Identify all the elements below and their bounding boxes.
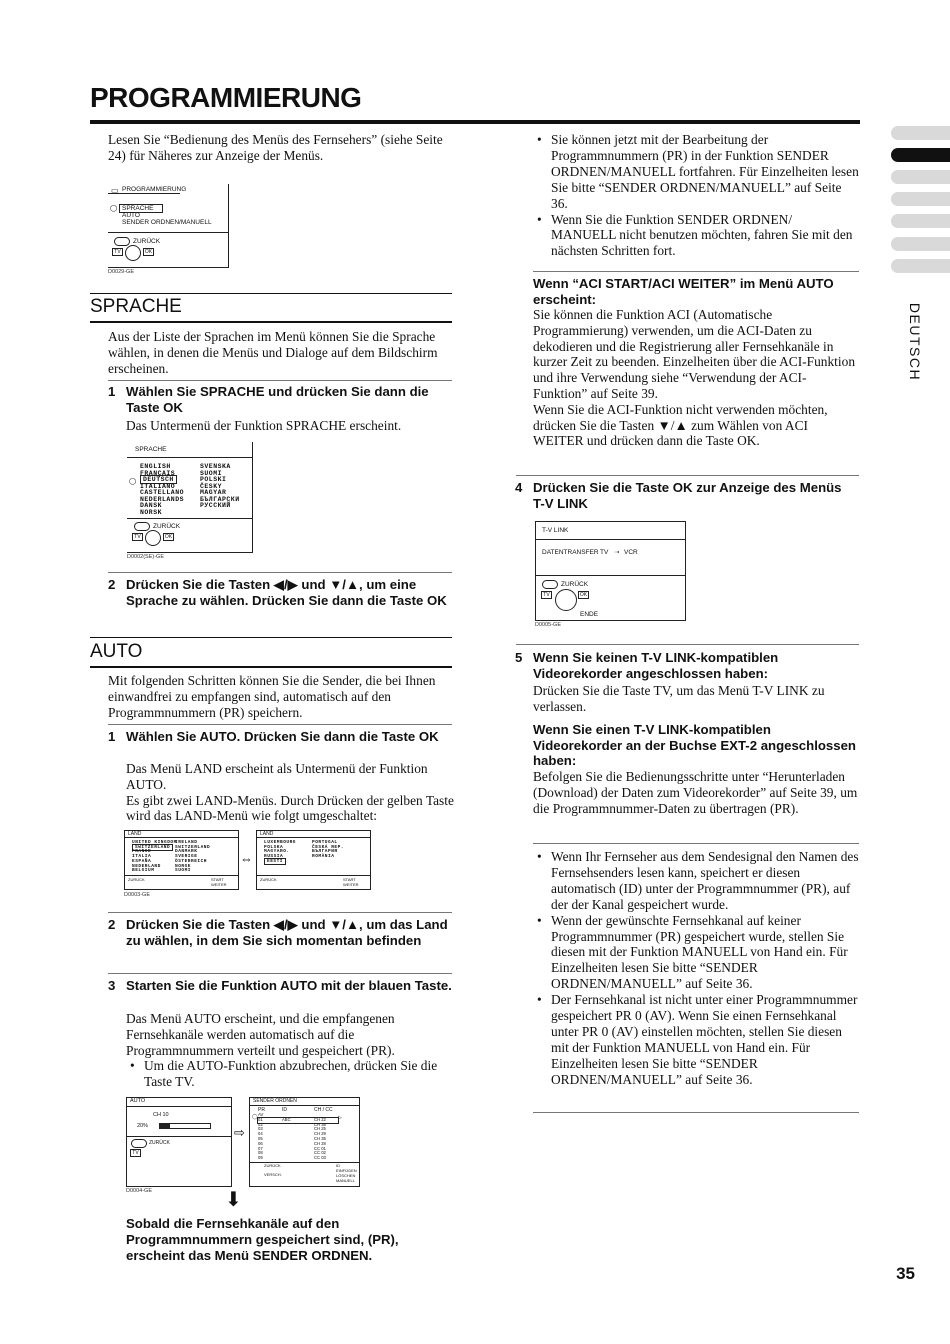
sprache-col2: SVENSKA SUOMI POLSKI ČESKY MAGYAR БЪЛГАРСКИ РУССКИЙ (200, 463, 240, 509)
progress-bar (159, 1123, 211, 1129)
sprache-step2-title: Drücken Sie die Tasten ◀/▶ und ▼/▲, um eine Sprache zu wählen. Drücken Sie dann die Taste OK (126, 577, 447, 608)
land-a-title: LAND (125, 831, 239, 838)
order-rows (258, 1113, 338, 1161)
fig1-item-auto: AUTO (122, 212, 140, 219)
table-row (258, 1156, 338, 1161)
tvlink-fig-divider (536, 575, 686, 576)
table-cell: 09 (258, 1155, 263, 1161)
table-cell: CH 28 (314, 1140, 326, 1146)
auto-step1-title: Wählen Sie AUTO. Drücken Sie dann die Taste OK (126, 729, 439, 744)
table-cell: CC 03 (314, 1155, 326, 1161)
tvlink-step4 (515, 480, 843, 512)
auto-step1 (108, 729, 456, 745)
tvlink-fig-vcr: VCR (624, 549, 638, 556)
auto-step3-text: Das Menü AUTO erscheint, und die empfangenen Fernsehkanäle werden automatisch auf die Programmnummern verteilt und gespeichert (PR). (126, 1011, 395, 1058)
land-fig-code: D0003-GE (124, 892, 150, 898)
notes-rule-bottom (533, 1112, 859, 1113)
step-number: 2 (108, 577, 116, 592)
step-rule (516, 644, 859, 645)
ok-button-icon: OK (164, 534, 173, 540)
land-b-col2: PORTUGAL ČESKÁ REP. БЪЛГАРИЯ ROMÂNIA (312, 840, 345, 860)
tv-button-icon: TV (132, 533, 143, 541)
tvlink-step5-title: Wenn Sie keinen T-V LINK-kompatiblen Videorekorder angeschlossen haben: (533, 650, 779, 681)
tab-marker-6 (891, 237, 950, 251)
auto-heading: AUTO (90, 641, 143, 662)
sprache-top-rule (90, 293, 452, 294)
cursor-icon: ◯ (252, 1114, 258, 1120)
land-b-title: LAND (257, 831, 371, 838)
table-cell: CH 25 (314, 1126, 326, 1132)
auto-step2-title: Drücken Sie die Tasten ◀/▶ und ▼/▲, um das Land zu wählen, in dem Sie sich momentan befinden (126, 917, 448, 948)
tab-marker-4 (891, 192, 950, 206)
aci-text: Sie können die Funktion ACI (Automatische Programmierung) verwenden, um die ACI-Daten zu dekodieren und die Registrierung aller Fernsehkanäle in kurzer Zeit zu beenden. Einzelheiten über die ACI-Funktion und ihre Verwendung siehe “Verwendung der ACI-Funktion” auf Seite 39. Wenn Sie die ACI-Funktion nicht verwenden möchten, drücken Sie die Tasten ▼/▲ zum Wählen von ACI WEITER und drücken dann die Taste OK. (533, 307, 856, 449)
auto-heading-rule (90, 666, 452, 668)
sprache-fig-title: SPRACHE (127, 446, 253, 458)
list-item: • Wenn Sie die Funktion SENDER ORDNEN/ MANUELL nicht benutzen möchten, fahren Sie mit den nächsten Schritten fort. (533, 212, 859, 260)
land-b-back: ZURÜCK (260, 877, 277, 882)
tv-button-icon: TV (541, 591, 552, 599)
step-number: 1 (108, 384, 116, 399)
aci-heading: Wenn “ACI START/ACI WEITER” im Menü AUTO erscheint: (533, 276, 834, 307)
order-opt-einf: EINFÜGEN (336, 1168, 357, 1173)
sender-ordnen-figure (249, 1097, 360, 1187)
step-rule (108, 912, 452, 913)
step-rule (108, 973, 452, 974)
table-cell: 03 (258, 1126, 263, 1132)
table-cell: 07 (258, 1145, 263, 1151)
right-bullets-2 (533, 849, 859, 1088)
tvlink-fig-back: ZURÜCK (561, 581, 589, 588)
page-number: 35 (896, 1264, 915, 1283)
auto-final-text: Sobald die Fernsehkanäle auf den Programmnummern gespeichert sind, (PR), erscheint das Menü SENDER ORDNEN. (126, 1216, 399, 1263)
auto-step3-title: Starten Sie die Funktion AUTO mit der blauen Taste. (126, 978, 452, 993)
auto-step3 (108, 978, 456, 994)
fig1-divider (108, 232, 229, 233)
tab-marker-3 (891, 170, 950, 184)
sprache-text: Aus der Liste der Sprachen im Menü können Sie die Sprache wählen, in denen die Menüs und Dialoge auf dem Bildschirm erscheinen. (108, 329, 438, 376)
table-cell: AV (258, 1112, 264, 1117)
table-cell: CC 01 (314, 1145, 326, 1151)
cursor-icon: ◯ (129, 478, 137, 485)
table-cell: 02 (258, 1121, 263, 1127)
title-rule (90, 120, 860, 124)
auto-fig-code: D0004-GE (126, 1188, 152, 1194)
step-rule (108, 380, 452, 381)
list-item: • Wenn der gewünschte Fernsehkanal auf keiner Programmnummer (PR) gespeichert wurde, stellen Sie diesen mit der Funktion MANUELL von Hand ein. Für Einzelheiten lesen Sie bitte “SENDER ORDNEN/MANUELL” auf Seite 36. (533, 913, 859, 993)
tvlink-step5b-title: Wenn Sie einen T-V LINK-kompatiblen Videorekorder an der Buchse EXT-2 angeschlossen haben: (533, 722, 856, 768)
dpad-icon (555, 589, 577, 611)
order-hdr-pr: PR (258, 1107, 265, 1113)
auto-fig-ch: CH 10 (153, 1112, 169, 1118)
order-fig-versch: VERSCH. (264, 1172, 282, 1177)
tv-menu-icon: ▭ (111, 186, 119, 195)
fig1-item-sender: SENDER ORDNEN/MANUELL (122, 219, 212, 226)
land-menu-a (124, 830, 239, 890)
tvlink-step5-text: Drücken Sie die Taste TV, um das Menü T-V LINK zu verlassen. (533, 683, 825, 714)
tvlink-fig-row: DATENTRANSFER (542, 549, 599, 556)
order-hdr-ch: CH / CC (314, 1107, 333, 1113)
aci-rule (533, 271, 859, 272)
tv-button-icon: TV (130, 1149, 141, 1157)
land-a-col2: IRELAND SWITZERLAND DANMARK SVERIGE ÖSTERREICH NORGE SUOMI (175, 840, 211, 874)
fig1-back: ZURÜCK (133, 238, 161, 245)
table-cell: 01 (258, 1116, 263, 1122)
back-button-icon (114, 237, 130, 246)
order-hdr-id: ID (282, 1107, 287, 1113)
swap-arrow-icon: ⇔ (240, 851, 253, 866)
table-cell: CC 02 (314, 1150, 326, 1156)
step-number: 5 (515, 650, 523, 665)
fig1-code: D0029-GE (108, 269, 134, 275)
side-language-label: DEUTSCH (907, 302, 924, 382)
fig1-item-sprache: SPRACHE (119, 204, 163, 213)
tvlink-fig-ende: ENDE (580, 611, 599, 618)
ok-button-icon: OK (579, 592, 588, 598)
auto-step1-text: Das Menü LAND erscheint als Untermenü der Funktion AUTO. Es gibt zwei LAND-Menüs. Durch Drücken der gelben Taste wird das LAND-Menü wie folgt umgeschaltet: (126, 761, 454, 824)
order-fig-title: SENDER ORDNEN (250, 1098, 360, 1106)
step-number: 3 (108, 978, 116, 993)
tvlink-fig-code: D0005-GE (535, 622, 561, 628)
auto-step2 (108, 917, 456, 949)
list-item: • Sie können jetzt mit der Bearbeitung der Programmnummern (PR) in der Funktion SENDER ORDNEN/MANUELL fortfahren. Für Einzelheiten lesen Sie bitte “SENDER ORDNEN/MANUELL” auf Seite 36. (533, 132, 859, 212)
programmierung-menu-figure (108, 184, 229, 268)
land-menu-b (256, 830, 371, 890)
step-number: 2 (108, 917, 116, 932)
cursor-icon: ◯ (110, 205, 118, 212)
sprache-step1 (108, 384, 456, 416)
progress-fill (160, 1124, 170, 1128)
auto-fig-divider (127, 1136, 232, 1137)
table-cell: CH 29 (314, 1131, 326, 1137)
tvlink-fig-tv: TV (600, 549, 609, 556)
sprache-step2 (108, 577, 456, 609)
sprache-menu-figure (127, 442, 253, 553)
back-button-icon (134, 522, 150, 531)
table-cell: 06 (258, 1140, 263, 1146)
arrow-right-icon: ➝ (614, 549, 620, 556)
land-b-weiter: WEITER (343, 882, 359, 887)
auto-top-rule (90, 637, 452, 638)
tab-marker-7 (891, 259, 950, 273)
right-bullets-1 (533, 132, 859, 259)
auto-fig-back: ZURÜCK (149, 1140, 170, 1146)
auto-fig-pct: 20% (137, 1123, 149, 1129)
order-fig-back: ZURÜCK (264, 1163, 281, 1168)
auto-text: Mit folgenden Schritten können Sie die Sender, die bei Ihnen einwandfrei zu empfangen sind, automatisch auf den Programmnummern (PR) speichern. (108, 673, 436, 720)
order-opt-man: MANUELL (336, 1178, 355, 1183)
table-cell: ABC (282, 1116, 291, 1122)
step-number: 4 (515, 480, 523, 495)
tvlink-step5b-text: Befolgen Sie die Bedienungsschritte unter “Herunterladen (Download) der Daten zum Videorekorder” auf Seite 39, um die Programmnummer-Daten zu übertragen (PR). (533, 769, 858, 816)
order-opt-losch: LÖSCHEN (336, 1173, 356, 1178)
sprache-fig-divider (127, 518, 253, 519)
sprache-fig-back: ZURÜCK (153, 523, 181, 530)
fig1-tv: TV (112, 248, 123, 256)
auto-progress-figure (126, 1097, 232, 1187)
table-cell: 04 (258, 1131, 263, 1137)
back-button-icon (542, 580, 558, 589)
land-a-divider (125, 875, 239, 876)
auto-fig-title: AUTO (127, 1098, 232, 1107)
land-b-divider (257, 875, 371, 876)
sprache-fig-code: D0002(SE)-GE (127, 554, 164, 560)
table-cell: CH 38 (314, 1121, 326, 1127)
sprache-col1: ENGLISH FRANÇAIS DEUTSCH ITALIANO CASTELLANO NEDERLANDS DANSK NORSK (140, 463, 185, 516)
tab-marker-5 (891, 214, 950, 228)
dpad-icon (125, 245, 141, 261)
list-item: • Um die AUTO-Funktion abzubrechen, drücken Sie die Taste TV. (126, 1058, 456, 1090)
auto-step3-bullets (126, 1058, 456, 1090)
table-cell: CH 22 (314, 1116, 326, 1122)
order-opt-id: ID (336, 1163, 340, 1168)
step-rule (516, 475, 859, 476)
step-number: 1 (108, 729, 116, 744)
tvlink-fig-title: T-V LINK (536, 522, 686, 540)
land-a-col1: UNITED KINGDOM SWITZERLAND FRANCE ITALIA ESPAÑA NEDERLAND BELGIUM (132, 840, 177, 874)
sprache-step1-text: Das Untermenü der Funktion SPRACHE erscheint. (126, 418, 402, 433)
tvlink-step4-title: Drücken Sie die Taste OK zur Anzeige des Menüs T-V LINK (533, 480, 842, 511)
arrow-down-icon: ⬇ (225, 1189, 242, 1211)
tvlink-step5 (515, 650, 859, 682)
land-b-start: START (343, 877, 356, 882)
list-item: • Der Fernsehkanal ist nicht unter einer Programmnummer gespeichert PR 0 (AV). Wenn Sie einen Fernsehkanal unter PR 0 (AV) einstellen möchten, stellen Sie diesen mit der Funktion MANUELL von Hand ein. Für Einzelheiten lesen Sie bitte “SENDER ORDNEN/MANUELL” auf Seite 36. (533, 992, 859, 1087)
land-a-start: START (211, 877, 224, 882)
table-cell: CH 35 (314, 1135, 326, 1141)
tab-marker-active (891, 148, 950, 162)
step-rule (108, 724, 452, 725)
back-button-icon (131, 1139, 147, 1148)
land-a-back: ZURÜCK (128, 877, 145, 882)
tvlink-figure (535, 521, 686, 621)
notes-rule-top (533, 843, 859, 844)
table-cell: 08 (258, 1150, 263, 1156)
list-item: • Wenn Ihr Fernseher aus dem Sendesignal den Namen des Fernsehsenders lesen kann, speichert er diesen automatisch (ID) unter der Programmnummer (PR), auf der der Kanal gespeichert wurde. (533, 849, 859, 913)
play-arrow-icon: ▷ (338, 1115, 342, 1121)
fig1-ok: OK (144, 249, 153, 255)
arrow-right-icon: ⇨ (234, 1125, 245, 1140)
land-b-col1: LUXEMBOURG POLSKA MAGYARO. RUSSIA EESTI (264, 840, 297, 864)
page-title: PROGRAMMIERUNG (90, 82, 362, 113)
step-rule (108, 572, 452, 573)
sprache-step1-title: Wählen Sie SPRACHE und drücken Sie dann die Taste OK (126, 384, 429, 415)
fig1-title: PROGRAMMIERUNG (108, 186, 180, 194)
land-a-weiter: WEITER (211, 882, 227, 887)
sprache-heading: SPRACHE (90, 296, 182, 317)
intro-text: Lesen Sie “Bedienung des Menüs des Fernsehers” (siehe Seite 24) für Näheres zur Anzeige der Menüs. (108, 132, 443, 163)
table-cell: 05 (258, 1135, 263, 1141)
sprache-heading-rule (90, 321, 452, 323)
tab-marker-1 (891, 126, 950, 140)
dpad-icon (145, 530, 161, 546)
